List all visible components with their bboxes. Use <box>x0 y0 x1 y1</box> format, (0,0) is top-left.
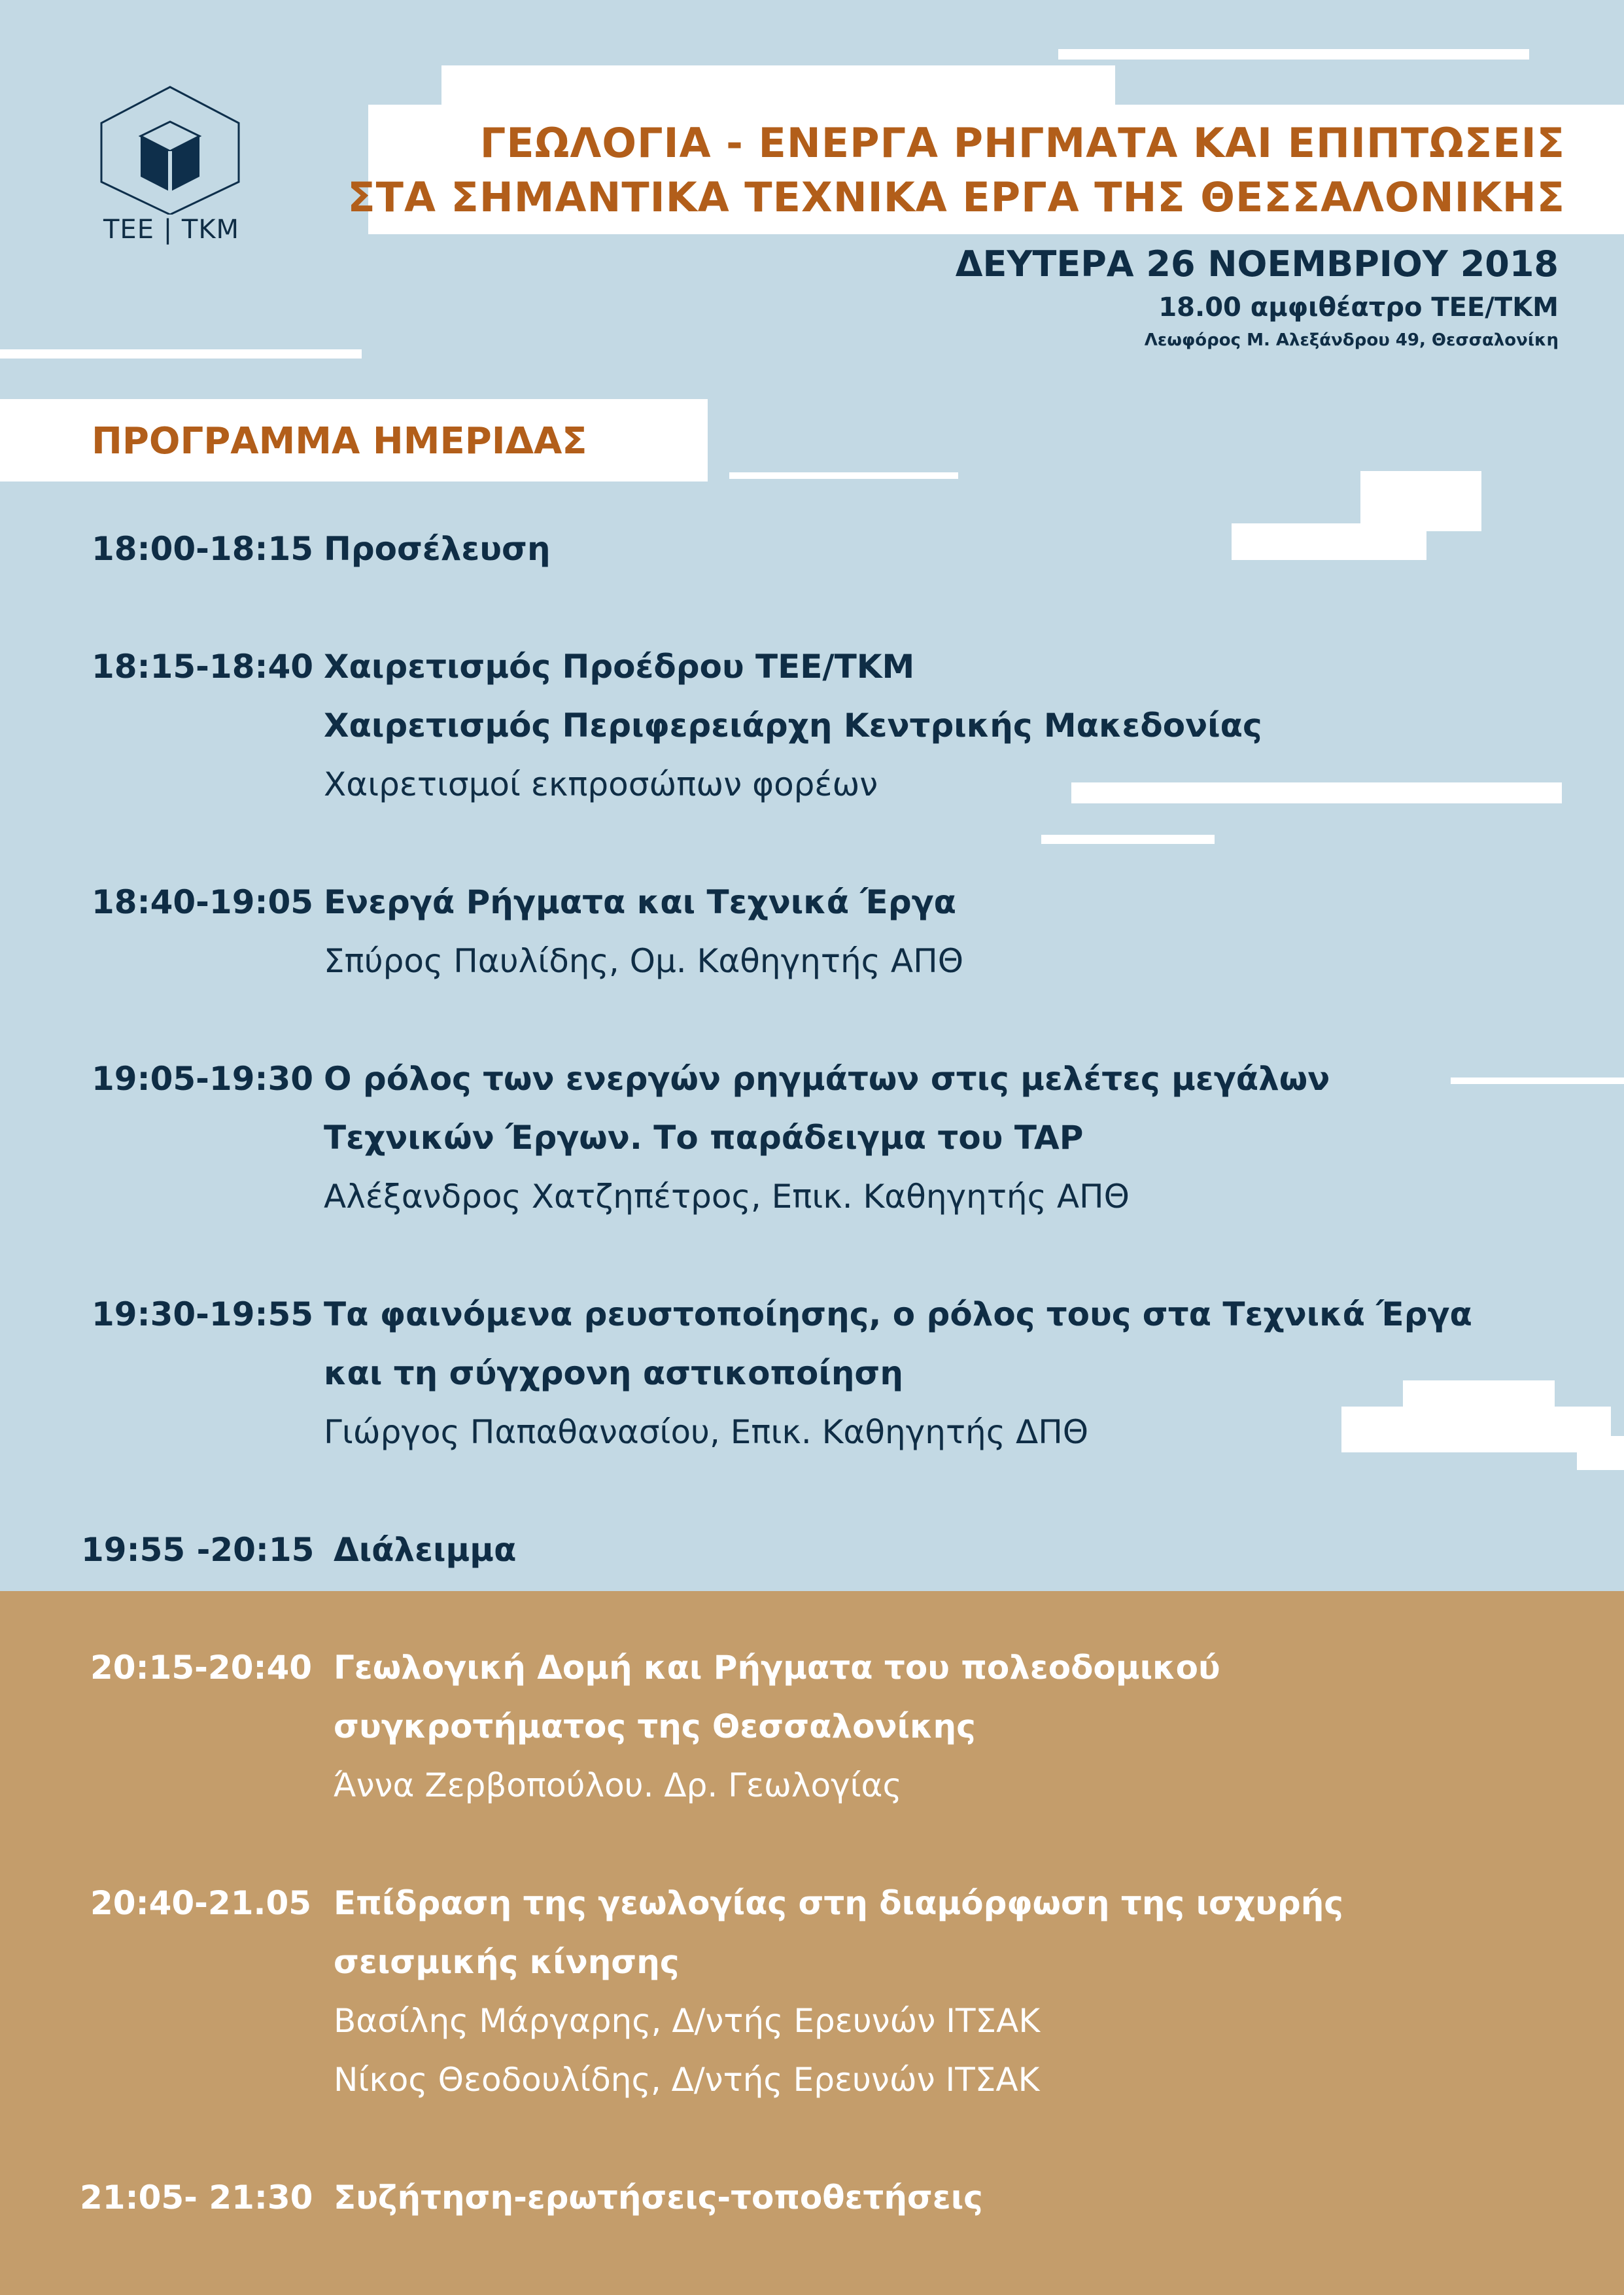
session-title: Γεωλογική Δομή και Ρήγματα του πολεοδομικού <box>334 1649 1220 1687</box>
session-title: Ο ρόλος των ενεργών ρηγμάτων στις μελέτες μεγάλων <box>324 1060 1330 1098</box>
program-title-box <box>0 399 708 482</box>
decorative-bar <box>1341 1407 1611 1452</box>
session-title: Χαιρετισμός Περιφερειάρχη Κεντρικής Μακεδονίας <box>324 707 1262 745</box>
schedule-time: 18:00-18:15 <box>92 530 314 568</box>
event-date: ΔΕΥΤΕΡΑ 26 ΝΟΕΜΒΡΙΟΥ 2018 <box>955 243 1559 285</box>
session-title: Συζήτηση-ερωτήσεις-τοποθετήσεις <box>334 2179 983 2216</box>
tee-cube-logo-icon <box>98 84 242 215</box>
event-address: Λεωφόρος Μ. Αλεξάνδρου 49, Θεσσαλονίκη <box>1144 330 1559 350</box>
decorative-bar <box>729 472 958 479</box>
decorative-bar <box>0 349 362 359</box>
session-speaker: Άννα Ζερβοπούλου. Δρ. Γεωλογίας <box>334 1766 902 1804</box>
program-title: ΠΡΟΓΡΑΜΜΑ ΗΜΕΡΙΔΑΣ <box>92 420 587 463</box>
session-title: Προσέλευση <box>324 530 551 568</box>
schedule-time: 19:30-19:55 <box>92 1295 314 1333</box>
title-box <box>347 105 1624 234</box>
schedule-time: 19:05-19:30 <box>92 1060 314 1098</box>
session-title: Επίδραση της γεωλογίας στη διαμόρφωση της ισχυρής <box>334 1884 1343 1922</box>
session-speaker: Χαιρετισμοί εκπροσώπων φορέων <box>324 765 878 803</box>
session-title: Τεχνικών Έργων. Το παράδειγμα του TAP <box>324 1119 1084 1157</box>
schedule-time: 20:15-20:40 <box>90 1649 313 1687</box>
logo-text: ΤΕΕ | ΤΚΜ <box>103 215 240 245</box>
schedule-time: 18:15-18:40 <box>92 648 314 686</box>
session-speaker: Γιώργος Παπαθανασίου, Επικ. Καθηγητής ΔΠΘ <box>324 1413 1089 1451</box>
event-title-line2: ΣΤΑ ΣΗΜΑΝΤΙΚΑ ΤΕΧΝΙΚΑ ΕΡΓΑ ΤΗΣ ΘΕΣΣΑΛΟΝΙΚΗΣ <box>347 173 1565 221</box>
session-title: συγκροτήματος της Θεσσαλονίκης <box>334 1708 976 1745</box>
decorative-bar <box>1360 471 1481 531</box>
event-venue: 18.00 αμφιθέατρο ΤΕΕ/ΤΚΜ <box>1158 292 1559 323</box>
decorative-bar <box>1071 782 1562 803</box>
decorative-bar <box>1058 49 1529 60</box>
session-title: Χαιρετισμός Προέδρου ΤΕΕ/ΤΚΜ <box>324 648 915 686</box>
schedule-time: 21:05- 21:30 <box>80 2179 313 2216</box>
session-title: σεισμικής κίνησης <box>334 1943 680 1981</box>
schedule-time: 19:55 -20:15 <box>81 1531 315 1569</box>
decorative-bar <box>1577 1436 1624 1470</box>
schedule-time: 20:40-21.05 <box>90 1884 312 1922</box>
decorative-bar <box>1232 523 1426 560</box>
session-title: Ενεργά Ρήγματα και Τεχνικά Έργα <box>324 883 957 921</box>
decorative-bar <box>1451 1077 1624 1084</box>
session-speaker: Βασίλης Μάργαρης, Δ/ντής Ερευνών ΙΤΣΑΚ <box>334 2002 1041 2040</box>
session-title: και τη σύγχρονη αστικοποίηση <box>324 1354 903 1392</box>
decorative-bar <box>441 65 1115 107</box>
session-title: Τα φαινόμενα ρευστοποίησης, ο ρόλος τους στα Τεχνικά Έργα <box>324 1295 1472 1333</box>
event-title-line1: ΓΕΩΛΟΓΙΑ - ΕΝΕΡΓΑ ΡΗΓΜΑΤΑ ΚΑΙ ΕΠΙΠΤΩΣΕΙΣ <box>479 119 1565 167</box>
session-speaker: Αλέξανδρος Χατζηπέτρος, Επικ. Καθηγητής ΑΠΘ <box>324 1178 1130 1216</box>
session-title: Διάλειμμα <box>334 1531 517 1569</box>
session-speaker: Σπύρος Παυλίδης, Ομ. Καθηγητής ΑΠΘ <box>324 942 964 980</box>
decorative-bar <box>1041 835 1215 844</box>
schedule-time: 18:40-19:05 <box>92 883 314 921</box>
session-speaker: Νίκος Θεοδουλίδης, Δ/ντής Ερευνών ΙΤΣΑΚ <box>334 2061 1040 2099</box>
